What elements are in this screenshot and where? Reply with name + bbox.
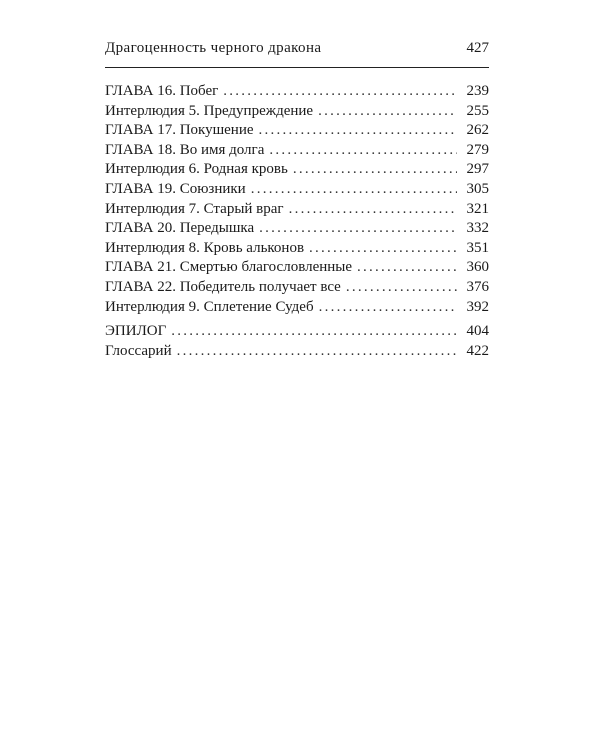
toc-entry-page: 321 (466, 200, 489, 217)
toc-entry-title: Интерлюдия 8. Кровь альконов (105, 239, 305, 256)
toc-entry (105, 102, 489, 122)
dot-leader (171, 322, 457, 342)
toc-entry-title: ГЛАВА 21. Смертью благословленные (105, 259, 353, 276)
toc-entry-page: 422 (466, 342, 489, 359)
toc-entry-title: Глоссарий (105, 342, 172, 359)
dot-leader (177, 342, 457, 362)
toc-entry-title: Интерлюдия 9. Сплетение Судеб (105, 298, 314, 315)
dot-leader (319, 298, 457, 318)
running-title: Драгоценность черного дракона (105, 40, 322, 56)
toc-entry (105, 200, 489, 220)
toc-entry-page: 360 (466, 259, 489, 276)
toc-entry-title: ГЛАВА 19. Союзники (105, 180, 246, 197)
toc-chapters (105, 82, 489, 317)
toc-entry-title: ЭПИЛОГ (105, 323, 167, 340)
toc-entry-title: ГЛАВА 18. Во имя долга (105, 141, 265, 158)
toc-entry (105, 278, 489, 298)
toc-entry-page: 297 (466, 161, 489, 178)
toc-entry (105, 141, 489, 161)
toc-entry-title: Интерлюдия 7. Старый враг (105, 200, 284, 217)
toc-entry (105, 219, 489, 239)
toc-entry (105, 160, 489, 180)
page-number: 427 (466, 40, 489, 56)
toc-entry-title: Интерлюдия 6. Родная кровь (105, 161, 288, 178)
dot-leader (269, 141, 457, 161)
toc-entry-page: 351 (466, 239, 489, 256)
toc-entry-page: 404 (466, 323, 489, 340)
toc-entry-page: 392 (466, 298, 489, 315)
dot-leader (259, 121, 457, 141)
toc-entry-page: 279 (466, 141, 489, 158)
toc-entry-page: 376 (466, 278, 489, 295)
toc-entry-title: ГЛАВА 17. Покушение (105, 122, 254, 139)
toc-entry (105, 298, 489, 318)
toc-entry (105, 342, 489, 362)
dot-leader (251, 180, 457, 200)
toc-entry-page: 239 (466, 83, 489, 99)
table-of-contents (105, 82, 489, 361)
dot-leader (357, 258, 457, 278)
toc-entry-title: ГЛАВА 16. Побег (105, 83, 219, 99)
dot-leader (289, 200, 457, 220)
running-head (105, 40, 489, 64)
toc-entry-page: 255 (466, 102, 489, 119)
toc-entry (105, 258, 489, 278)
toc-entry (105, 121, 489, 141)
toc-entry (105, 322, 489, 342)
dot-leader (223, 82, 457, 102)
toc-entry-title: ГЛАВА 20. Передышка (105, 220, 255, 237)
dot-leader (318, 102, 457, 122)
toc-entry-page: 305 (466, 180, 489, 197)
header-rule (105, 67, 489, 68)
toc-entry (105, 82, 489, 102)
toc-entry-title: Интерлюдия 5. Предупреждение (105, 102, 314, 119)
toc-back-matter (105, 322, 489, 361)
dot-leader (293, 160, 457, 180)
toc-entry-title: ГЛАВА 22. Победитель получает все (105, 278, 341, 295)
toc-entry (105, 180, 489, 200)
toc-entry-page: 332 (466, 220, 489, 237)
dot-leader (259, 219, 457, 239)
toc-entry (105, 239, 489, 259)
dot-leader (346, 278, 457, 298)
toc-entry-page: 262 (466, 122, 489, 139)
dot-leader (309, 239, 457, 259)
